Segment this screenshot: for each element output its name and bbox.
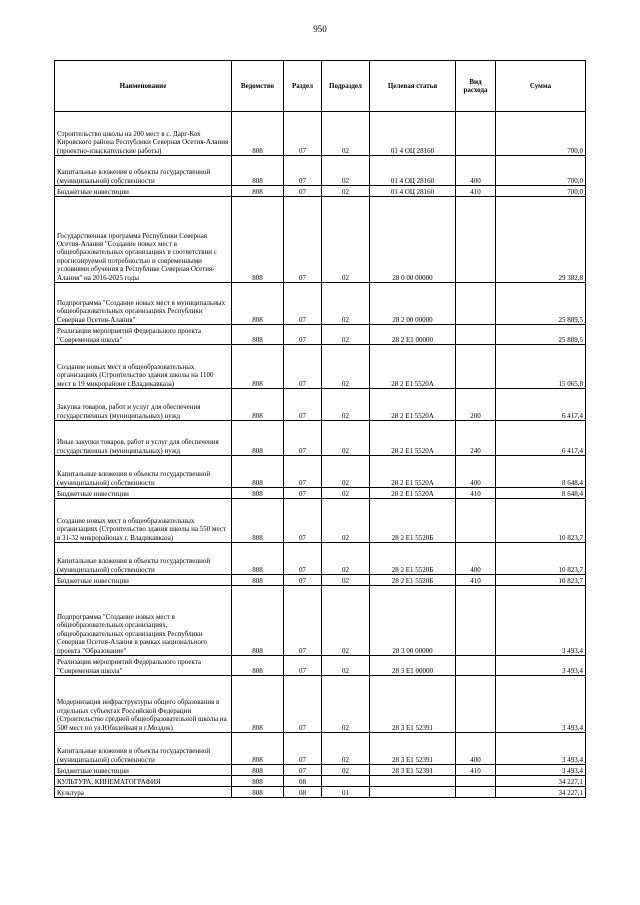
row-name-cell: КУЛЬТУРА, КИНЕМАТОГРАФИЯ [55, 776, 232, 787]
row-name-cell: Иные закупки товаров, работ и услуг для обеспечения государственных (муниципальных) нужд [55, 421, 232, 456]
table-body [55, 112, 586, 798]
row-name-cell: Реализация мероприятий Федерального проекта "Современная школа" [55, 325, 232, 345]
row-target-article-cell: 28 3 Е1 52391 [370, 676, 456, 733]
row-subsection-cell: 02 [322, 389, 370, 421]
row-target-article-cell: 28 2 Е1 5520Б [370, 575, 456, 586]
row-subsection-cell: 02 [322, 197, 370, 283]
row-department-cell: 808 [232, 283, 284, 325]
row-section-cell: 07 [284, 345, 322, 389]
row-department-cell: 808 [232, 456, 284, 488]
row-section-cell: 08 [284, 776, 322, 787]
row-expense-type-cell: 400 [456, 156, 496, 186]
column-header-target-article: Целевая статья [370, 61, 456, 112]
row-name-cell: Капитальные вложения в объекты государственной (муниципальной) собственности [55, 543, 232, 575]
column-header-subsection: Подраздел [322, 61, 370, 112]
row-expense-type-cell: 400 [456, 733, 496, 765]
row-target-article-cell: 01 4 ОЦ 28160 [370, 156, 456, 186]
row-subsection-cell: 02 [322, 586, 370, 656]
table-row [55, 186, 586, 197]
row-target-article-cell: 28 2 Е1 5520А [370, 421, 456, 456]
row-expense-type-cell [456, 112, 496, 156]
row-name-cell: Модернизация инфраструктуры общего образования в отдельных субъектах Российской Федерации (Строительство средней общеобразовательной школы на 500 мест по ул.Юбилейная в г.Моздок) [55, 676, 232, 733]
row-department-cell: 808 [232, 325, 284, 345]
row-name-cell: Бюджетные инвестиции [55, 765, 232, 776]
row-sum-cell: 6 417,4 [496, 421, 586, 456]
table-row [55, 776, 586, 787]
row-sum-cell: 34 227,1 [496, 787, 586, 798]
row-expense-type-cell: 410 [456, 488, 496, 499]
row-section-cell: 07 [284, 733, 322, 765]
row-subsection-cell: 02 [322, 499, 370, 543]
row-section-cell: 07 [284, 656, 322, 676]
row-sum-cell: 8 648,4 [496, 456, 586, 488]
row-sum-cell: 700,0 [496, 156, 586, 186]
row-subsection-cell: 02 [322, 345, 370, 389]
table-row [55, 765, 586, 776]
table-header-row [55, 61, 586, 112]
table-row [55, 345, 586, 389]
row-expense-type-cell [456, 283, 496, 325]
row-expense-type-cell [456, 787, 496, 798]
row-target-article-cell: 28 2 Е1 5520А [370, 488, 456, 499]
row-expense-type-cell [456, 656, 496, 676]
row-department-cell: 808 [232, 389, 284, 421]
row-subsection-cell: 02 [322, 488, 370, 499]
row-target-article-cell: 28 0 00 00000 [370, 197, 456, 283]
row-sum-cell: 8 648,4 [496, 488, 586, 499]
row-target-article-cell: 28 2 Е1 5520А [370, 456, 456, 488]
row-target-article-cell: 28 3 Е1 52391 [370, 733, 456, 765]
row-expense-type-cell [456, 499, 496, 543]
row-expense-type-cell [456, 345, 496, 389]
row-section-cell: 07 [284, 325, 322, 345]
row-subsection-cell: 02 [322, 186, 370, 197]
budget-table [54, 60, 586, 798]
row-department-cell: 808 [232, 676, 284, 733]
table-row [55, 656, 586, 676]
row-target-article-cell: 28 3 Е1 52391 [370, 765, 456, 776]
row-sum-cell: 3 493,4 [496, 765, 586, 776]
column-header-section: Раздел [284, 61, 322, 112]
row-department-cell: 808 [232, 543, 284, 575]
row-department-cell: 808 [232, 112, 284, 156]
row-name-cell: Строительство школы на 200 мест в с. Дарг-Кох Кировского района Республики Северная Осетия-Алания (проектно-изыскательские работы) [55, 112, 232, 156]
row-expense-type-cell [456, 325, 496, 345]
row-department-cell: 808 [232, 776, 284, 787]
row-target-article-cell: 01 4 ОЦ 28160 [370, 112, 456, 156]
row-subsection-cell: 02 [322, 656, 370, 676]
row-name-cell: Закупка товаров, работ и услуг для обеспечения государственных (муниципальных) нужд [55, 389, 232, 421]
row-sum-cell: 3 493,4 [496, 676, 586, 733]
row-name-cell: Реализация мероприятий Федерального проекта "Современная школа" [55, 656, 232, 676]
row-name-cell: Капитальные вложения в объекты государственной (муниципальной) собственности [55, 733, 232, 765]
row-sum-cell: 700,0 [496, 112, 586, 156]
row-section-cell: 07 [284, 488, 322, 499]
table-row [55, 421, 586, 456]
row-target-article-cell [370, 776, 456, 787]
page-number: 950 [313, 24, 327, 34]
row-department-cell: 808 [232, 787, 284, 798]
row-subsection-cell: 02 [322, 421, 370, 456]
column-header-sum: Сумма [496, 61, 586, 112]
row-target-article-cell: 28 2 Е1 5520Б [370, 543, 456, 575]
row-name-cell: Подпрограмма "Создание новых мест в муниципальных общеобразовательных организациях Республики Северная Осетия-Алания" [55, 283, 232, 325]
row-target-article-cell: 28 2 Е1 00000 [370, 325, 456, 345]
row-expense-type-cell: 410 [456, 186, 496, 197]
row-expense-type-cell [456, 676, 496, 733]
table-row [55, 499, 586, 543]
table-row [55, 197, 586, 283]
table-row [55, 112, 586, 156]
table-row [55, 543, 586, 575]
row-sum-cell: 25 889,5 [496, 325, 586, 345]
row-section-cell: 07 [284, 156, 322, 186]
row-subsection-cell: 02 [322, 156, 370, 186]
table-row [55, 586, 586, 656]
row-sum-cell: 34 227,1 [496, 776, 586, 787]
row-section-cell: 07 [284, 186, 322, 197]
row-sum-cell: 700,0 [496, 186, 586, 197]
row-subsection-cell: 02 [322, 543, 370, 575]
row-department-cell: 808 [232, 575, 284, 586]
row-department-cell: 808 [232, 197, 284, 283]
row-subsection-cell: 01 [322, 787, 370, 798]
row-name-cell: Культура [55, 787, 232, 798]
row-name-cell: Бюджетные инвестиции [55, 488, 232, 499]
row-expense-type-cell [456, 776, 496, 787]
row-section-cell: 07 [284, 283, 322, 325]
row-sum-cell: 6 417,4 [496, 389, 586, 421]
row-department-cell: 808 [232, 156, 284, 186]
table-row [55, 575, 586, 586]
row-name-cell: Бюджетные инвестиции [55, 186, 232, 197]
column-header-expense-type: Вид расхода [456, 61, 496, 112]
row-target-article-cell: 28 2 Е1 5520А [370, 345, 456, 389]
row-section-cell: 07 [284, 197, 322, 283]
row-name-cell: Капитальные вложения в объекты государственной (муниципальной) собственности [55, 456, 232, 488]
row-subsection-cell: 02 [322, 112, 370, 156]
row-target-article-cell: 28 3 Е1 00000 [370, 656, 456, 676]
row-name-cell: Создание новых мест в общеобразовательных организациях (Строительство здания школы на 1100 мест в 19 микрорайоне г.Владикавказа) [55, 345, 232, 389]
row-department-cell: 808 [232, 733, 284, 765]
row-expense-type-cell [456, 197, 496, 283]
row-department-cell: 808 [232, 656, 284, 676]
row-subsection-cell: 02 [322, 765, 370, 776]
table-row [55, 733, 586, 765]
row-subsection-cell: 02 [322, 456, 370, 488]
row-subsection-cell: 02 [322, 676, 370, 733]
table-row [55, 325, 586, 345]
row-section-cell: 07 [284, 499, 322, 543]
row-section-cell: 07 [284, 112, 322, 156]
row-section-cell: 07 [284, 543, 322, 575]
row-sum-cell: 10 823,7 [496, 575, 586, 586]
table-row [55, 156, 586, 186]
table-row [55, 456, 586, 488]
row-section-cell: 07 [284, 389, 322, 421]
table-row [55, 389, 586, 421]
row-subsection-cell: 02 [322, 733, 370, 765]
row-sum-cell: 29 382,8 [496, 197, 586, 283]
row-department-cell: 808 [232, 488, 284, 499]
row-section-cell: 07 [284, 586, 322, 656]
table-row [55, 787, 586, 798]
row-target-article-cell: 28 2 00 00000 [370, 283, 456, 325]
row-department-cell: 808 [232, 499, 284, 543]
table-row [55, 676, 586, 733]
row-department-cell: 808 [232, 186, 284, 197]
row-name-cell: Бюджетные инвестиции [55, 575, 232, 586]
row-name-cell: Подпрограмма "Создание новых мест в общеобразовательных организациях, общеобразовательных организациях Республики Северная Осетия-Алания в рамках национального проекта "Образование" [55, 586, 232, 656]
row-sum-cell: 3 493,4 [496, 733, 586, 765]
row-expense-type-cell: 410 [456, 765, 496, 776]
row-section-cell: 07 [284, 421, 322, 456]
row-department-cell: 808 [232, 765, 284, 776]
row-section-cell: 07 [284, 765, 322, 776]
row-sum-cell: 10 823,7 [496, 543, 586, 575]
row-name-cell: Создание новых мест в общеобразовательных организациях (Строительство здания школы на 550 мест в 31-32 микрорайонах г. Владикавказа) [55, 499, 232, 543]
table-row [55, 488, 586, 499]
row-subsection-cell: 02 [322, 325, 370, 345]
row-sum-cell: 10 823,7 [496, 499, 586, 543]
row-subsection-cell: 02 [322, 575, 370, 586]
table-row [55, 283, 586, 325]
row-expense-type-cell [456, 586, 496, 656]
row-name-cell: Государственная программа Республики Северная Осетия-Алания "Создание новых мест в общеобразовательных организациях в соответствии с прогнозируемой потребностью и современными условиями обучения в Республике Северная Осетия-Алания" на 2016-2025 годы [55, 197, 232, 283]
row-target-article-cell: 28 2 Е1 5520А [370, 389, 456, 421]
row-sum-cell: 3 493,4 [496, 586, 586, 656]
row-department-cell: 808 [232, 345, 284, 389]
row-department-cell: 808 [232, 586, 284, 656]
row-name-cell: Капитальные вложения в объекты государственной (муниципальной) собственности [55, 156, 232, 186]
row-subsection-cell: 02 [322, 283, 370, 325]
row-sum-cell: 25 889,5 [496, 283, 586, 325]
row-section-cell: 07 [284, 676, 322, 733]
row-target-article-cell: 28 2 Е1 5520Б [370, 499, 456, 543]
row-expense-type-cell: 410 [456, 575, 496, 586]
column-header-department: Ведомство [232, 61, 284, 112]
row-subsection-cell [322, 776, 370, 787]
row-target-article-cell [370, 787, 456, 798]
row-section-cell: 07 [284, 575, 322, 586]
row-expense-type-cell: 400 [456, 456, 496, 488]
column-header-name: Наименование [55, 61, 232, 112]
row-sum-cell: 3 493,4 [496, 656, 586, 676]
row-expense-type-cell: 400 [456, 543, 496, 575]
row-section-cell: 07 [284, 456, 322, 488]
row-expense-type-cell: 240 [456, 421, 496, 456]
row-section-cell: 08 [284, 787, 322, 798]
row-target-article-cell: 28 3 00 00000 [370, 586, 456, 656]
row-department-cell: 808 [232, 421, 284, 456]
row-sum-cell: 15 065,8 [496, 345, 586, 389]
row-expense-type-cell: 200 [456, 389, 496, 421]
row-target-article-cell: 01 4 ОЦ 28160 [370, 186, 456, 197]
